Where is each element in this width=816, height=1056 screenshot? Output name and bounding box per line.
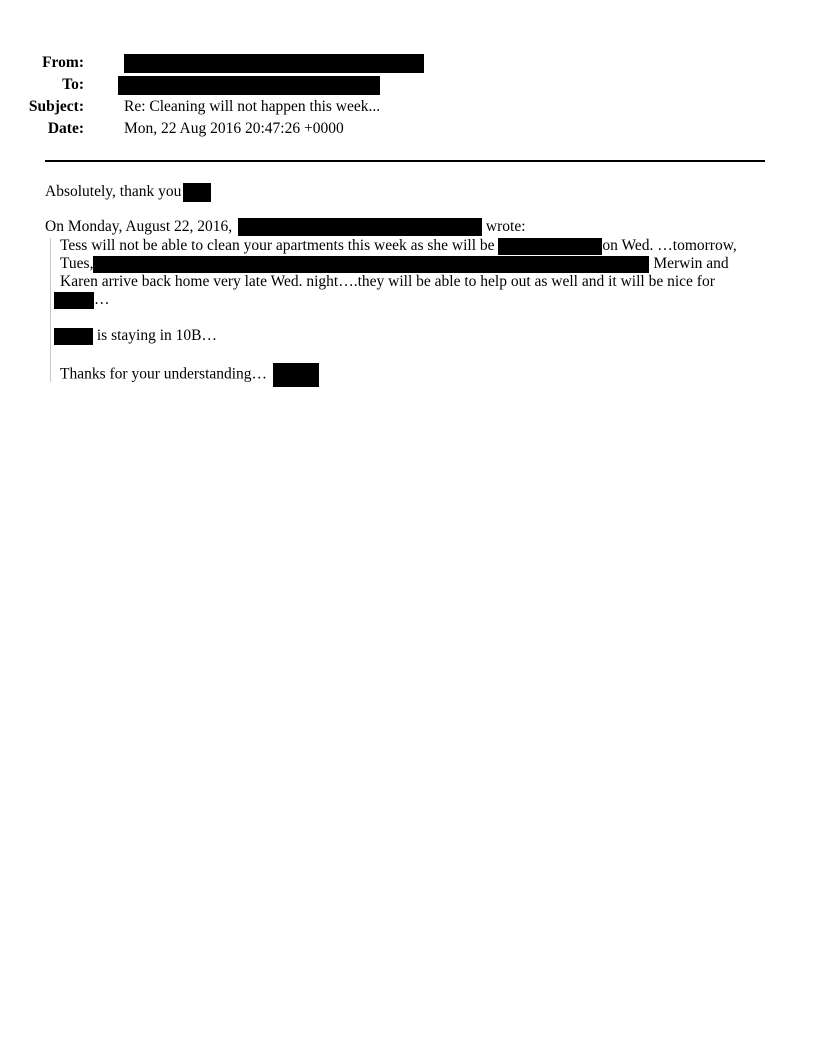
subject-row [0, 96, 780, 118]
quoted-line-2 [60, 255, 729, 273]
redaction-box [238, 218, 482, 236]
quoted-text: Thanks for your understanding… [60, 365, 268, 383]
quoted-line-3 [60, 273, 715, 291]
quoted-line-6 [60, 363, 319, 387]
redaction-box [54, 328, 93, 345]
from-value-redacted [124, 52, 424, 74]
quoted-line-1 [60, 237, 737, 255]
quoted-text: … [94, 291, 110, 308]
header-divider [45, 160, 765, 162]
date-row [0, 118, 780, 140]
quote-intro [45, 218, 526, 236]
quoted-line-4 [54, 291, 110, 309]
quoted-text: Merwin and [653, 255, 729, 272]
date-label: Date: [47, 120, 84, 137]
quote-intro-text: On Monday, August 22, 2016, [45, 218, 233, 235]
redaction-box [183, 183, 211, 202]
subject-label: Subject: [28, 98, 84, 115]
quoted-text: Karen arrive back home very late Wed. night….they will be able to help out as well and it will be nice for [60, 273, 715, 290]
from-label: From: [42, 54, 84, 71]
date-value: Mon, 22 Aug 2016 20:47:26 +0000 [124, 120, 344, 137]
redaction-box [498, 238, 602, 255]
quoted-line-5 [54, 327, 217, 345]
redaction-box [124, 54, 424, 73]
from-row [0, 52, 780, 74]
to-value-redacted [118, 74, 380, 96]
quoted-text: Tess will not be able to clean your apartments this week as she will be [60, 237, 495, 254]
reply-text [45, 183, 211, 202]
quoted-text: Tues, [60, 255, 94, 272]
redaction-box [273, 363, 319, 387]
to-label: To: [62, 76, 84, 93]
quote-bar [50, 238, 51, 382]
quote-intro-wrote: wrote: [485, 218, 526, 235]
subject-value: Re: Cleaning will not happen this week... [124, 98, 381, 115]
to-row [0, 74, 780, 96]
reply-line: Absolutely, thank you [45, 183, 182, 201]
redaction-box [54, 292, 94, 309]
redaction-box [118, 76, 380, 95]
quoted-text: is staying in 10B… [96, 327, 218, 344]
quoted-text: on Wed. …tomorrow, [602, 237, 737, 254]
redaction-box [93, 256, 649, 273]
